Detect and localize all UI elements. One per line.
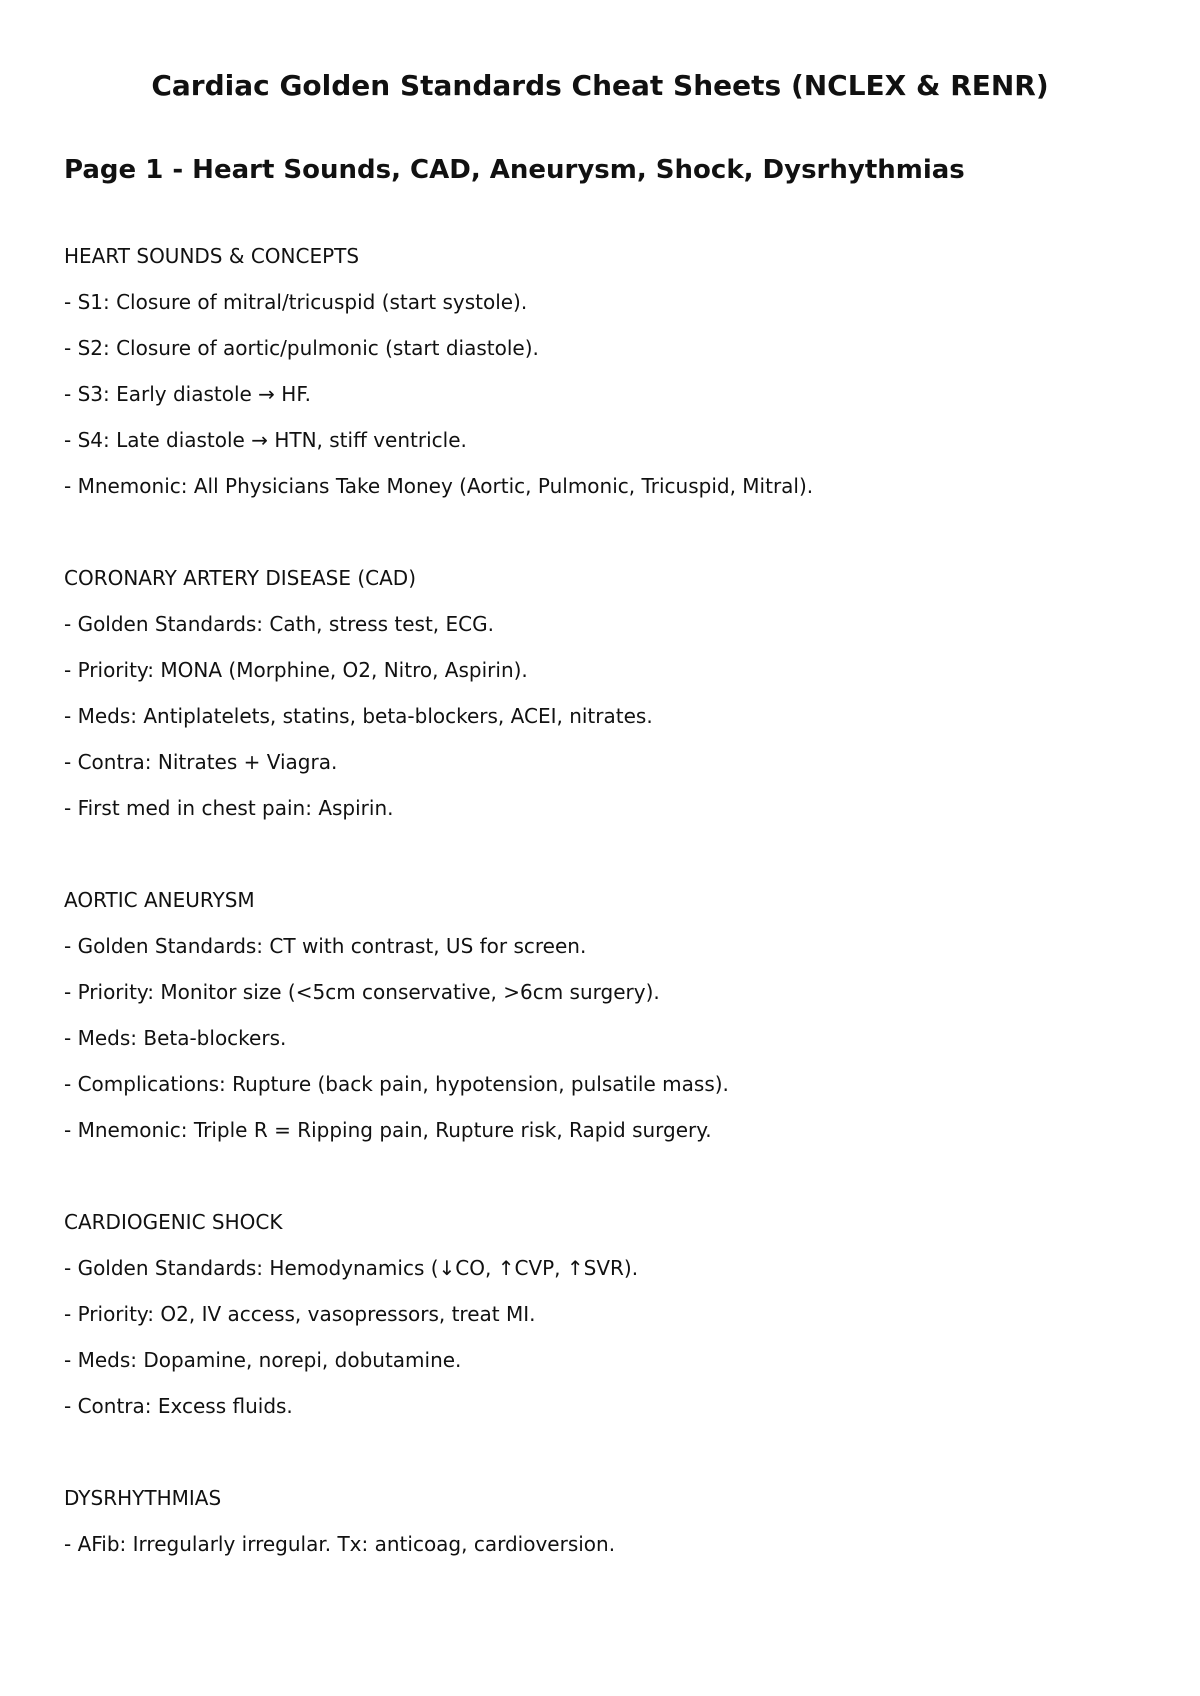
section-title-text: AORTIC ANEURYSM xyxy=(64,888,255,912)
list-item-text: - Golden Standards: Hemodynamics (↓CO, ↑CVP, ↑SVR). xyxy=(64,1256,639,1280)
section-title-text: CORONARY ARTERY DISEASE (CAD) xyxy=(64,566,417,590)
list-item-text: - Mnemonic: Triple R = Ripping pain, Rupture risk, Rapid surgery. xyxy=(64,1118,712,1142)
list-item-text: - Contra: Excess fluids. xyxy=(64,1394,293,1418)
list-item-text: - S1: Closure of mitral/tricuspid (start systole). xyxy=(64,290,528,314)
list-item-text: - S3: Early diastole → HF. xyxy=(64,382,311,406)
list-item-text: - Priority: MONA (Morphine, O2, Nitro, Aspirin). xyxy=(64,658,528,682)
section xyxy=(64,246,1144,522)
section xyxy=(64,890,1144,1166)
list-item-text: - First med in chest pain: Aspirin. xyxy=(64,796,394,820)
list-item xyxy=(64,476,1144,522)
list-item-text: - AFib: Irregularly irregular. Tx: anticoag, cardioversion. xyxy=(64,1532,616,1556)
list-item-text: - Mnemonic: All Physicians Take Money (Aortic, Pulmonic, Tricuspid, Mitral). xyxy=(64,474,814,498)
section xyxy=(64,568,1144,844)
list-item-text: - Meds: Antiplatelets, statins, beta-blockers, ACEI, nitrates. xyxy=(64,704,653,728)
list-item-text: - Contra: Nitrates + Viagra. xyxy=(64,750,338,774)
list-item-text: - S2: Closure of aortic/pulmonic (start diastole). xyxy=(64,336,539,360)
list-item-text: - Meds: Beta-blockers. xyxy=(64,1026,287,1050)
list-item xyxy=(64,1534,1144,1580)
list-item-text: - Golden Standards: CT with contrast, US for screen. xyxy=(64,934,587,958)
section-title-text: CARDIOGENIC SHOCK xyxy=(64,1210,283,1234)
list-item xyxy=(64,1120,1144,1166)
list-item xyxy=(64,1396,1144,1442)
section xyxy=(64,1212,1144,1442)
page-heading: Page 1 - Heart Sounds, CAD, Aneurysm, Shock, Dysrhythmias xyxy=(64,155,965,185)
list-item-text: - Golden Standards: Cath, stress test, ECG. xyxy=(64,612,494,636)
list-item xyxy=(64,798,1144,844)
list-item-text: - Priority: O2, IV access, vasopressors, treat MI. xyxy=(64,1302,536,1326)
section-title-text: HEART SOUNDS & CONCEPTS xyxy=(64,244,360,268)
list-item-text: - Complications: Rupture (back pain, hypotension, pulsatile mass). xyxy=(64,1072,729,1096)
document-title: Cardiac Golden Standards Cheat Sheets (NCLEX & RENR) xyxy=(151,69,1049,102)
list-item-text: - Priority: Monitor size (<5cm conservative, >6cm surgery). xyxy=(64,980,660,1004)
section xyxy=(64,1488,1144,1580)
list-item-text: - S4: Late diastole → HTN, stiff ventricle. xyxy=(64,428,467,452)
section-title-text: DYSRHYTHMIAS xyxy=(64,1486,222,1510)
sections-container xyxy=(64,246,1144,1626)
list-item-text: - Meds: Dopamine, norepi, dobutamine. xyxy=(64,1348,462,1372)
